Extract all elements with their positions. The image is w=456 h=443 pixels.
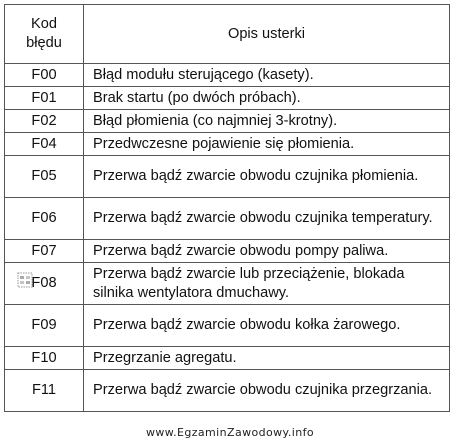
row-code: F07 [5,240,84,263]
header-code-line1: Kod [31,16,57,32]
table-row [5,198,450,240]
row-description: Przerwa bądź zwarcie obwodu czujnika płomienia. [84,156,450,198]
error-code-table-container [4,4,450,412]
row-code: F05 [5,156,84,198]
row-description: Błąd modułu sterującego (kasety). [84,64,450,87]
row-description: Przegrzanie agregatu. [84,347,450,370]
row-description: Przerwa bądź zwarcie lub przeciążenie, blokada silnika wentylatora dmuchawy. [84,263,450,305]
table-row [5,87,450,110]
row-code: F00 [5,64,84,87]
row-code: F01 [5,87,84,110]
table-row [5,347,450,370]
table-row [5,64,450,87]
table-row [5,156,450,198]
row-description: Brak startu (po dwóch próbach). [84,87,450,110]
row-description: Błąd płomienia (co najmniej 3-krotny). [84,110,450,133]
row-code: F02 [5,110,84,133]
row-description: Przerwa bądź zwarcie obwodu pompy paliwa. [84,240,450,263]
table-header-row [5,5,450,64]
row-description: Przerwa bądź zwarcie obwodu czujnika przegrzania. [84,370,450,412]
header-fault-description: Opis usterki [84,5,450,64]
error-code-table [4,4,450,412]
table-row [5,263,450,305]
table-row [5,240,450,263]
row-description: Przerwa bądź zwarcie obwodu kołka żarowego. [84,305,450,347]
row-description: Przerwa bądź zwarcie obwodu czujnika temperatury. [84,198,450,240]
header-code-line2: błędu [26,35,62,51]
table-row [5,133,450,156]
row-code: F04 [5,133,84,156]
row-code: F06 [5,198,84,240]
row-code: F08 [5,263,84,305]
header-error-code [5,5,84,64]
row-description: Przedwczesne pojawienie się płomienia. [84,133,450,156]
table-row [5,305,450,347]
row-code: F10 [5,347,84,370]
table-row [5,370,450,412]
table-row [5,110,450,133]
watermark-logo-icon [17,272,33,288]
row-code: F09 [5,305,84,347]
watermark-text: www.EgzaminZawodowy.info [145,426,314,439]
row-code: F11 [5,370,84,412]
